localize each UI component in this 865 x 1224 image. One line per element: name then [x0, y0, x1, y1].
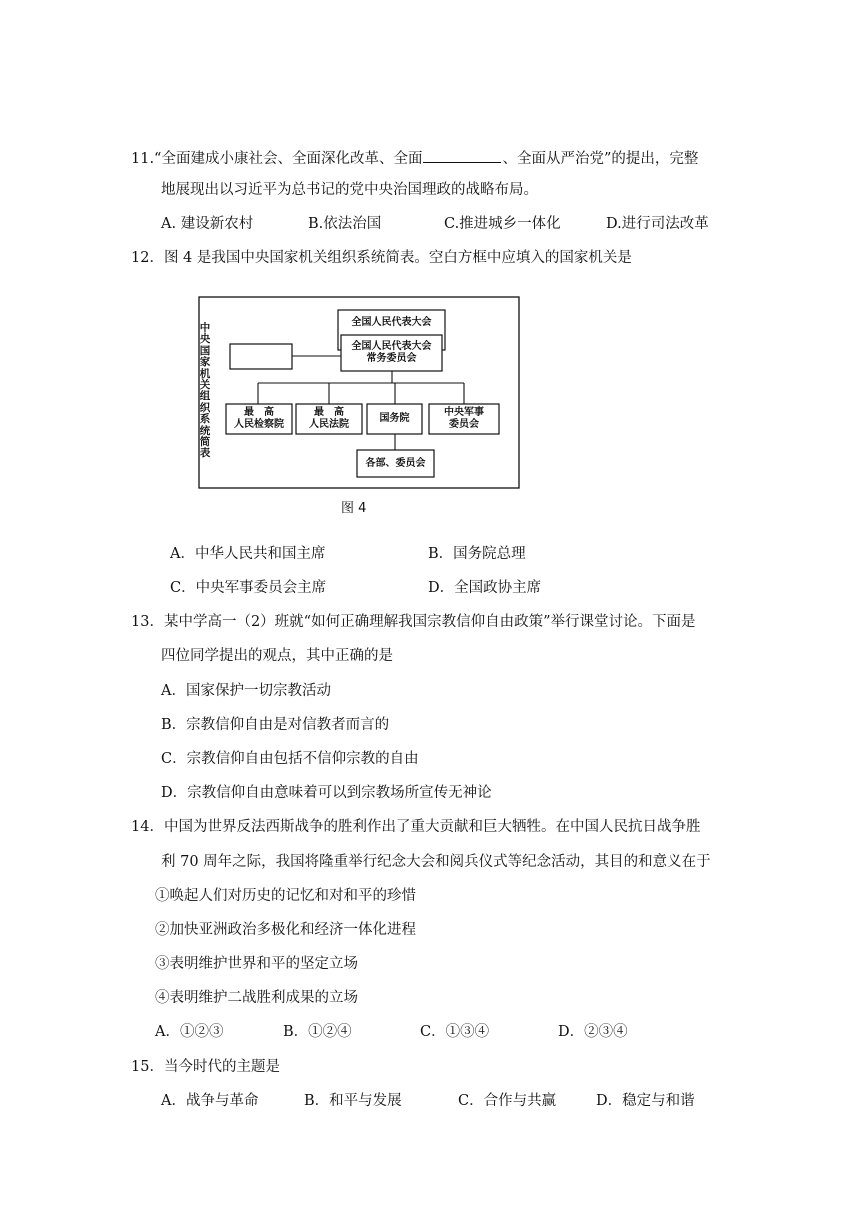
- q13-stem-line2: 四位同学提出的观点，其中正确的是: [161, 648, 393, 664]
- q11-blank: [423, 146, 501, 163]
- court-line2: 人民法院: [309, 419, 349, 430]
- q14-stem-line1: 14．中国为世界反法西斯战争的胜利作出了重大贡献和巨大牺牲。在中国人民抗日战争胜: [131, 819, 701, 835]
- figure-caption: 图 4: [341, 501, 367, 516]
- vtitle-char: 央: [199, 333, 211, 346]
- state-council-box: 国务院: [379, 413, 410, 424]
- q11-option-a: A. 建设新农村: [161, 216, 254, 232]
- npc-box-label: 全国人民代表大会: [351, 317, 432, 328]
- q15-option-b: B．和平与发展: [304, 1093, 402, 1109]
- q14-option-d: D．②③④: [558, 1024, 628, 1040]
- q12-option-b: B．国务院总理: [428, 546, 526, 562]
- q14-item-4: ④表明维护二战胜利成果的立场: [155, 990, 358, 1006]
- q14-item-1: ①唤起人们对历史的记忆和对和平的珍惜: [155, 888, 416, 904]
- q14-option-a: A．①②③: [155, 1024, 224, 1040]
- vtitle-char: 织: [199, 401, 211, 414]
- vtitle-char: 机: [199, 367, 211, 380]
- q14-option-c: C．①③④: [420, 1024, 490, 1040]
- vtitle-char: 家: [199, 356, 211, 369]
- vtitle-char: 关: [199, 379, 211, 392]
- q11-stem-line2: 地展现出以习近平为总书记的党中央治国理政的战略布局。: [161, 182, 538, 198]
- q15-option-c: C．合作与共赢: [458, 1093, 557, 1109]
- q12-option-a: A．中华人民共和国主席: [170, 546, 326, 562]
- q11-stem-part1: 11.“全面建成小康社会、全面深化改革、全面: [131, 151, 423, 167]
- vtitle-char: 系: [199, 413, 211, 426]
- q14-item-3: ③表明维护世界和平的坚定立场: [155, 956, 358, 972]
- ministries-box: 各部、委员会: [365, 457, 426, 469]
- q14-option-b: B．①②④: [283, 1024, 352, 1040]
- q13-option-b: B．宗教信仰自由是对信教者而言的: [161, 717, 390, 733]
- vtitle-char: 中: [199, 322, 211, 334]
- q13-option-d: D．宗教信仰自由意味着可以到宗教场所宣传无神论: [161, 785, 492, 801]
- q15-option-a: A．战争与革命: [161, 1093, 259, 1109]
- q12-option-d: D．全国政协主席: [428, 580, 542, 596]
- q15-stem: 15．当今时代的主题是: [131, 1059, 280, 1075]
- q11-option-d: D.进行司法改革: [606, 216, 709, 232]
- cmc-box: [429, 404, 499, 434]
- npc-standing-committee-box: [341, 336, 442, 370]
- procuratorate-box: [226, 404, 292, 434]
- vtitle-char: 简: [199, 436, 211, 449]
- q14-stem-line2: 利 70 周年之际，我国将隆重举行纪念大会和阅兵仪式等纪念活动，其目的和意义在于: [161, 854, 711, 870]
- q15-option-d: D．稳定与和谐: [596, 1093, 695, 1109]
- cmc-line1: 中央军事: [444, 407, 484, 418]
- procuratorate-line1: 最 高: [244, 407, 274, 418]
- q11-option-b: B.依法治国: [308, 216, 382, 232]
- q11-stem-part2: 、全面从严治党”的提出，完整: [502, 151, 699, 167]
- npc-standing-line2: 常务委员会: [366, 353, 417, 364]
- vtitle-char: 组: [199, 390, 211, 403]
- q12-stem: 12．图 4 是我国中央国家机关组织系统简表。空白方框中应填入的国家机关是: [131, 250, 632, 266]
- vtitle-char: 国: [199, 344, 211, 357]
- q11-option-c: C.推进城乡一体化: [444, 216, 561, 232]
- org-chart-diagram: [196, 293, 521, 491]
- vtitle-char: 统: [199, 424, 211, 437]
- court-line1: 最 高: [314, 407, 344, 418]
- procuratorate-line2: 人民检察院: [234, 419, 284, 430]
- q13-stem-line1: 13．某中学高一（2）班就“如何正确理解我国宗教信仰自由政策”举行课堂讨论。下面是: [131, 614, 696, 630]
- cmc-line2: 委员会: [449, 419, 479, 430]
- vtitle-char: 表: [199, 447, 211, 460]
- supreme-court-box: [296, 404, 362, 434]
- diagram-vertical-title: [196, 323, 214, 460]
- npc-standing-line1: 全国人民代表大会: [351, 341, 432, 352]
- q13-option-c: C．宗教信仰自由包括不信仰宗教的自由: [161, 751, 419, 767]
- q11-stem-line1: [131, 146, 698, 169]
- q12-option-c: C．中央军事委员会主席: [170, 580, 327, 596]
- q13-option-a: A．国家保护一切宗教活动: [161, 683, 331, 699]
- q14-item-2: ②加快亚洲政治多极化和经济一体化进程: [155, 922, 416, 938]
